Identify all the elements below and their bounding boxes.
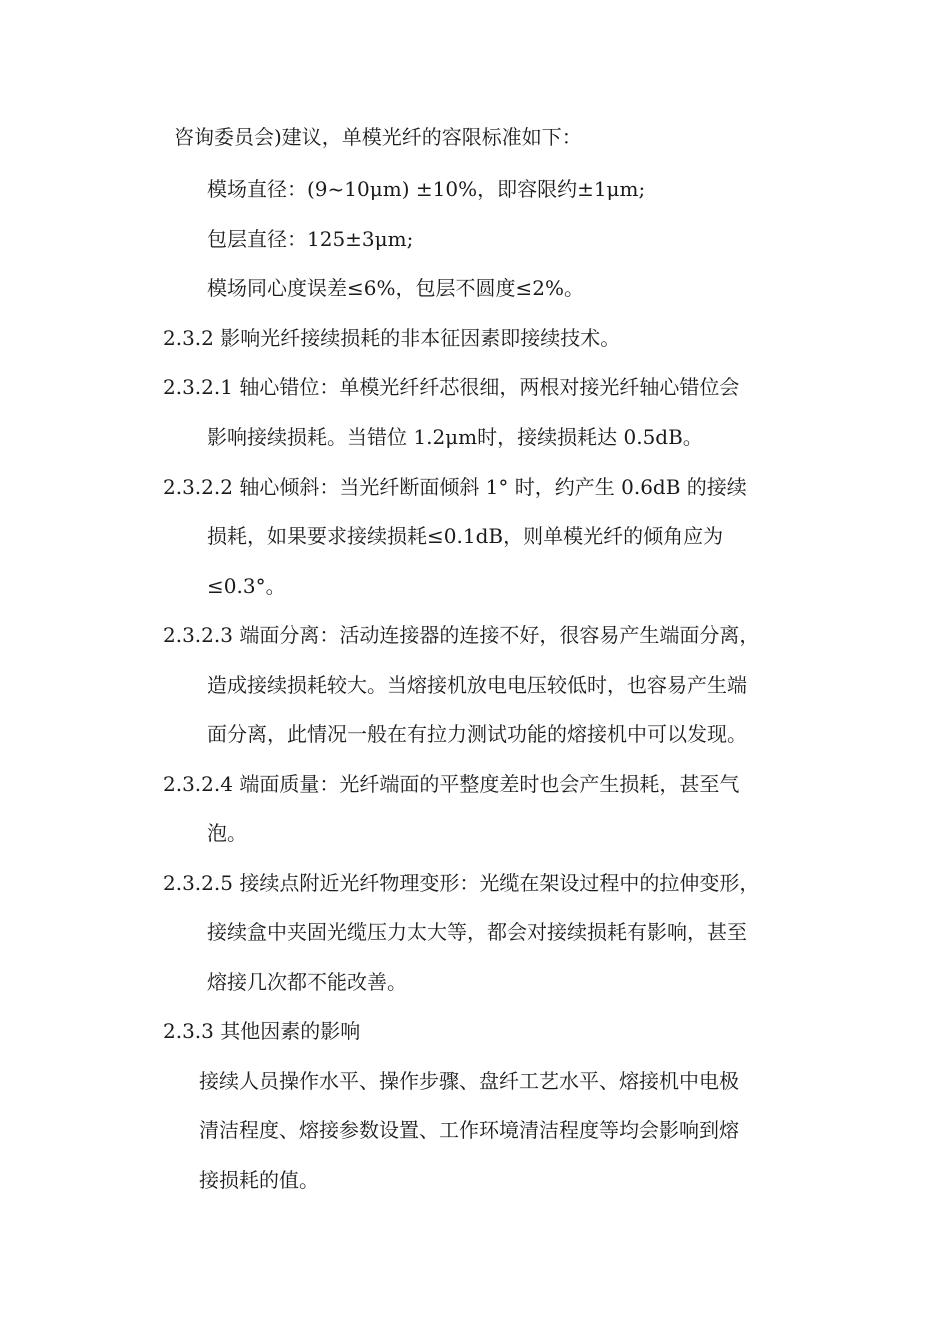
text-line: 损耗，如果要求接续损耗≤0.1dB，则单模光纤的倾角应为 (207, 524, 724, 548)
text-line: 熔接几次都不能改善。 (207, 970, 407, 994)
text-line: 模场同心度误差≤6%，包层不圆度≤2%。 (207, 276, 584, 300)
text-line: 泡。 (207, 821, 247, 845)
text-line: 造成接续损耗较大。当熔接机放电电压较低时，也容易产生端 (207, 673, 747, 697)
text-line: 模场直径：(9~10μm) ±10%，即容限约±1μm; (207, 177, 646, 201)
text-line: 接损耗的值。 (199, 1168, 319, 1192)
text-line: 咨询委员会)建议，单模光纤的容限标准如下： (174, 125, 582, 149)
text-line: 接续盒中夹固光缆压力太大等，都会对接续损耗有影响，甚至 (207, 920, 747, 944)
text-line: ≤0.3°。 (207, 574, 286, 598)
text-line: 面分离，此情况一般在有拉力测试功能的熔接机中可以发现。 (207, 722, 747, 746)
section-heading: 2.3.2 影响光纤接续损耗的非本征因素即接续技术。 (163, 326, 621, 350)
text-line: 2.3.2.4 端面质量：光纤端面的平整度差时也会产生损耗，甚至气 (163, 772, 740, 796)
text-line: 影响接续损耗。当错位 1.2μm时，接续损耗达 0.5dB。 (207, 425, 703, 449)
section-heading: 2.3.3 其他因素的影响 (163, 1019, 361, 1043)
text-line: 清洁程度、熔接参数设置、工作环境清洁程度等均会影响到熔 (199, 1118, 739, 1142)
text-line: 2.3.2.1 轴心错位：单模光纤纤芯很细，两根对接光纤轴心错位会 (163, 375, 740, 399)
text-line: 接续人员操作水平、操作步骤、盘纤工艺水平、熔接机中电极 (199, 1069, 739, 1093)
text-line: 2.3.2.3 端面分离：活动连接器的连接不好，很容易产生端面分离， (163, 623, 760, 647)
text-line: 2.3.2.2 轴心倾斜：当光纤断面倾斜 1° 时，约产生 0.6dB 的接续 (163, 475, 747, 499)
text-line: 包层直径：125±3μm; (207, 227, 414, 251)
text-line: 2.3.2.5 接续点附近光纤物理变形：光缆在架设过程中的拉伸变形， (163, 871, 760, 895)
